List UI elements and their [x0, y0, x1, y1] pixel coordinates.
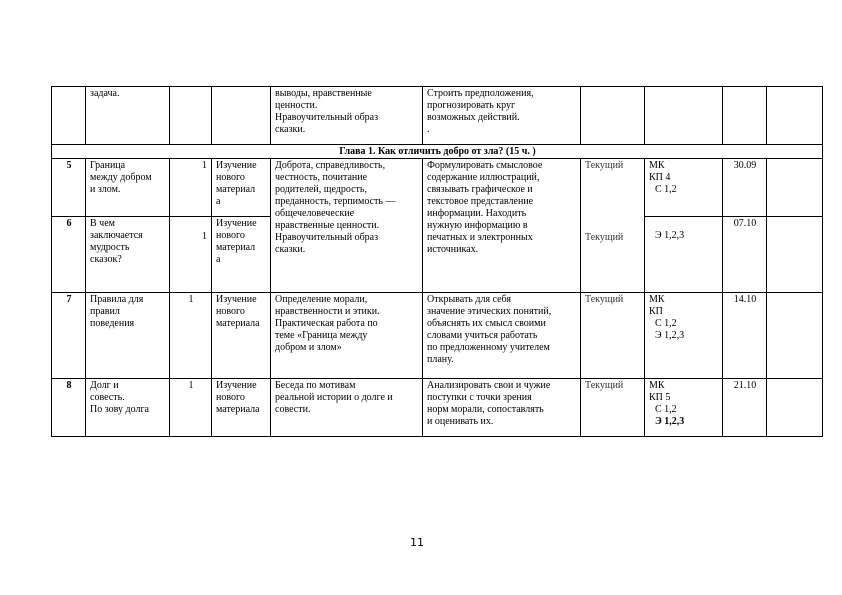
cell-type: Изучение нового материал а	[212, 159, 271, 217]
cell-control: Текущий Текущий	[581, 159, 645, 293]
cell-date: 21.10	[723, 379, 767, 437]
cell-type: Изучение нового материала	[212, 293, 271, 379]
cell-content: Определение морали, нравственности и этики. Практическая работа по теме «Граница между добром и злом»	[271, 293, 423, 379]
cell-topic: В чем заключается мудрость сказок?	[86, 217, 170, 293]
cell-topic: Правила для правил поведения	[86, 293, 170, 379]
page-number: 11	[410, 536, 424, 549]
cell-extra	[767, 159, 823, 217]
cell-extra	[767, 293, 823, 379]
lesson-plan-table	[51, 86, 823, 437]
cell-type	[212, 87, 271, 145]
lesson-number: 6	[52, 217, 86, 293]
cell-hours: 1	[170, 293, 212, 379]
cell-forms: МК КП 5 С 1,2 Э 1,2,3	[645, 379, 723, 437]
cell-type: Изучение нового материала	[212, 379, 271, 437]
lesson-number: 5	[52, 159, 86, 217]
cell-content: Доброта, справедливость, честность, почитание родителей, щедрость, преданность, терпимость — общечеловеческие нравственные ценности. Нравоучительный образ сказки.	[271, 159, 423, 293]
cell-date: 30.09	[723, 159, 767, 217]
chapter-row	[52, 145, 823, 159]
lesson-number: 8	[52, 379, 86, 437]
cell-hours: 1	[170, 379, 212, 437]
cell-topic: Граница между добром и злом.	[86, 159, 170, 217]
lesson-number: 7	[52, 293, 86, 379]
cell-hours: 1	[170, 159, 212, 217]
table-row	[52, 379, 823, 437]
cell-forms: Э 1,2,3	[645, 217, 723, 293]
cell-date: 07.10	[723, 217, 767, 293]
cell-activities: Открывать для себя значение этических понятий, объяснять их смысл своими словами учиться работать по предложенному учителем плану.	[423, 293, 581, 379]
cell-content: Беседа по мотивам реальной истории о долге и совести.	[271, 379, 423, 437]
table-row	[52, 293, 823, 379]
cell-extra	[767, 379, 823, 437]
cell-forms	[645, 87, 723, 145]
cell-activities: Анализировать свои и чужие поступки с точки зрения норм морали, сопоставлять и оценивать их.	[423, 379, 581, 437]
cell-date	[723, 87, 767, 145]
chapter-title: Глава 1. Как отличить добро от зла? (15 ч. )	[52, 145, 823, 159]
cell-hours: 1	[170, 217, 212, 293]
cell-control: Текущий	[581, 293, 645, 379]
cell-topic: Долг и совесть. По зову долга	[86, 379, 170, 437]
cell-date: 14.10	[723, 293, 767, 379]
cell-content: выводы, нравственные ценности. Нравоучительный образ сказки.	[271, 87, 423, 145]
cell-hours	[170, 87, 212, 145]
cell-control	[581, 87, 645, 145]
cell-num	[52, 87, 86, 145]
cell-topic: задача.	[86, 87, 170, 145]
table-row	[52, 87, 823, 145]
cell-control: Текущий	[581, 379, 645, 437]
cell-extra	[767, 87, 823, 145]
cell-type: Изучение нового материал а	[212, 217, 271, 293]
cell-extra	[767, 217, 823, 293]
cell-activities: Строить предположения, прогнозировать круг возможных действий. .	[423, 87, 581, 145]
cell-activities: Формулировать смысловое содержание иллюстраций, связывать графическое и текстовое представление информации. Находить нужную информацию в печатных и электронных источниках.	[423, 159, 581, 293]
cell-forms: МК КП С 1,2 Э 1,2,3	[645, 293, 723, 379]
table-row	[52, 159, 823, 217]
cell-forms: МК КП 4 С 1,2	[645, 159, 723, 217]
